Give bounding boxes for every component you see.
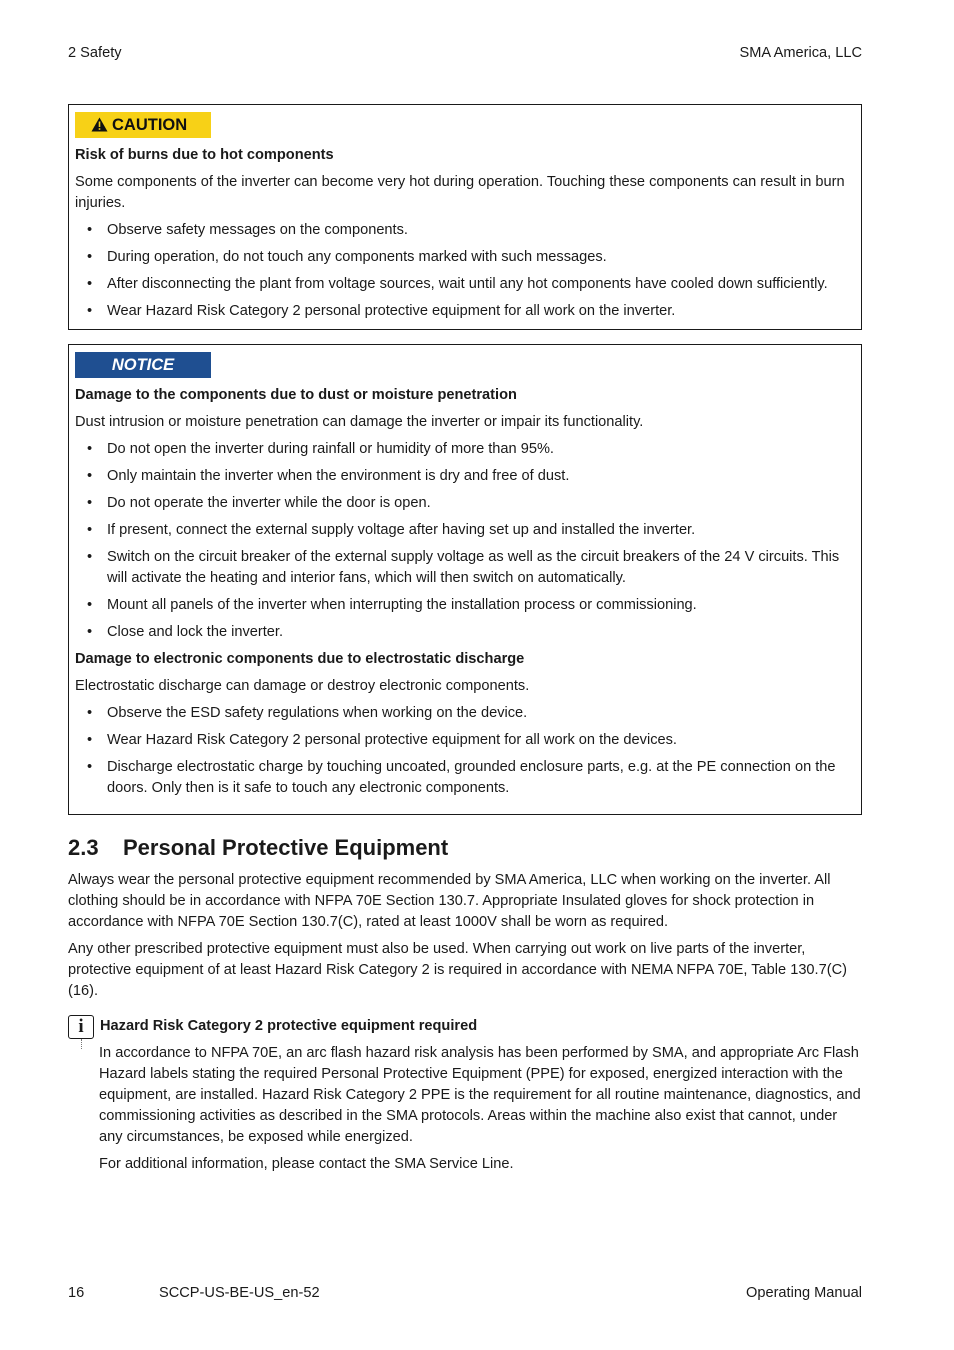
caution-list <box>75 220 853 322</box>
caution-text: Some components of the inverter can become very hot during operation. Touching these components can result in burn injuries. <box>75 174 845 211</box>
list-item: • Only maintain the inverter when the environment is dry and free of dust. <box>75 466 853 487</box>
section-paragraph-1: Always wear the personal protective equipment recommended by SMA America, LLC when working on the inverter. All clothing should be in accordance with NFPA 70E Section 130.7. Appropriate Insulated gloves for shock protection in accordance with NFPA 70E Section 130.7(C), rated at least 1000V shall be worn as required. <box>68 872 831 930</box>
section-heading <box>68 834 448 862</box>
section-paragraph-2: Any other prescribed protective equipment must also be used. When carrying out work on live parts of the inverter, protective equipment of at least Hazard Risk Category 2 is required in accordance with NEMA NFPA 70E, Table 130.7(C)(16). <box>68 941 847 999</box>
list-item: • Wear Hazard Risk Category 2 personal protective equipment for all work on the inverter. <box>75 301 853 322</box>
list-item: • Do not open the inverter during rainfall or humidity of more than 95%. <box>75 439 853 460</box>
info-title: Hazard Risk Category 2 protective equipment required <box>100 1018 478 1034</box>
section-number: 2.3 <box>68 835 99 860</box>
list-item: • If present, connect the external supply voltage after having set up and installed the inverter. <box>75 520 853 541</box>
caution-label: CAUTION <box>112 116 188 134</box>
info-icon: i <box>68 1015 94 1039</box>
footer-doc-id: SCCP-US-BE-US_en-52 <box>159 1285 320 1301</box>
header-section: 2 Safety <box>68 45 122 61</box>
notice-box <box>68 344 862 815</box>
list-item: • After disconnecting the plant from voltage sources, wait until any hot components have cooled down sufficiently. <box>75 274 853 295</box>
notice-list-esd <box>75 703 853 799</box>
header-company: SMA America, LLC <box>739 45 862 61</box>
list-item: • Discharge electrostatic charge by touching uncoated, grounded enclosure parts, e.g. at the PE connection on the doors. Only then is it safe to touch any electronic components. <box>75 757 853 799</box>
caution-title: Risk of burns due to hot components <box>75 147 334 163</box>
caution-box <box>68 104 862 330</box>
section-title: Personal Protective Equipment <box>123 835 449 860</box>
list-item: • Close and lock the inverter. <box>75 622 853 643</box>
footer-manual: Operating Manual <box>745 1285 862 1301</box>
list-item: • Observe the ESD safety regulations when working on the device. <box>75 703 853 724</box>
caution-tag <box>75 112 211 138</box>
info-paragraph-1: In accordance to NFPA 70E, an arc flash hazard risk analysis has been performed by SMA, and appropriate Arc Flash Hazard labels stating the required Personal Protective Equipment (PPE) for exposed, energized interaction with the equipment, are installed. Hazard Risk Category 2 PPE is the requirement for all routine maintenance, diagnostics, and commissioning activities as described in the SMA protocols. Areas within the machine also exist that cannot, under any circumstances, be exposed while energized. <box>99 1045 861 1145</box>
info-paragraph-2: For additional information, please contact the SMA Service Line. <box>99 1156 514 1172</box>
notice-title-esd: Damage to electronic components due to electrostatic discharge <box>75 651 525 667</box>
notice-text-esd: Electrostatic discharge can damage or destroy electronic components. <box>75 678 530 694</box>
list-item: • During operation, do not touch any components marked with such messages. <box>75 247 853 268</box>
list-item: • Do not operate the inverter while the door is open. <box>75 493 853 514</box>
info-divider <box>81 1039 83 1049</box>
notice-tag: NOTICE <box>75 352 211 378</box>
list-item: • Observe safety messages on the components. <box>75 220 853 241</box>
warning-triangle-icon <box>91 117 108 132</box>
footer-page-number: 16 <box>68 1285 85 1301</box>
notice-text-dust: Dust intrusion or moisture penetration can damage the inverter or impair its functionality. <box>75 414 644 430</box>
list-item: • Wear Hazard Risk Category 2 personal protective equipment for all work on the devices. <box>75 730 853 751</box>
list-item: • Switch on the circuit breaker of the external supply voltage as well as the circuit breakers of the 24 V circuits. This will activate the heating and interior fans, which will then switch on automatically. <box>75 547 853 589</box>
notice-list-dust <box>75 439 853 643</box>
list-item: • Mount all panels of the inverter when interrupting the installation process or commissioning. <box>75 595 853 616</box>
notice-title-dust: Damage to the components due to dust or moisture penetration <box>75 387 517 403</box>
